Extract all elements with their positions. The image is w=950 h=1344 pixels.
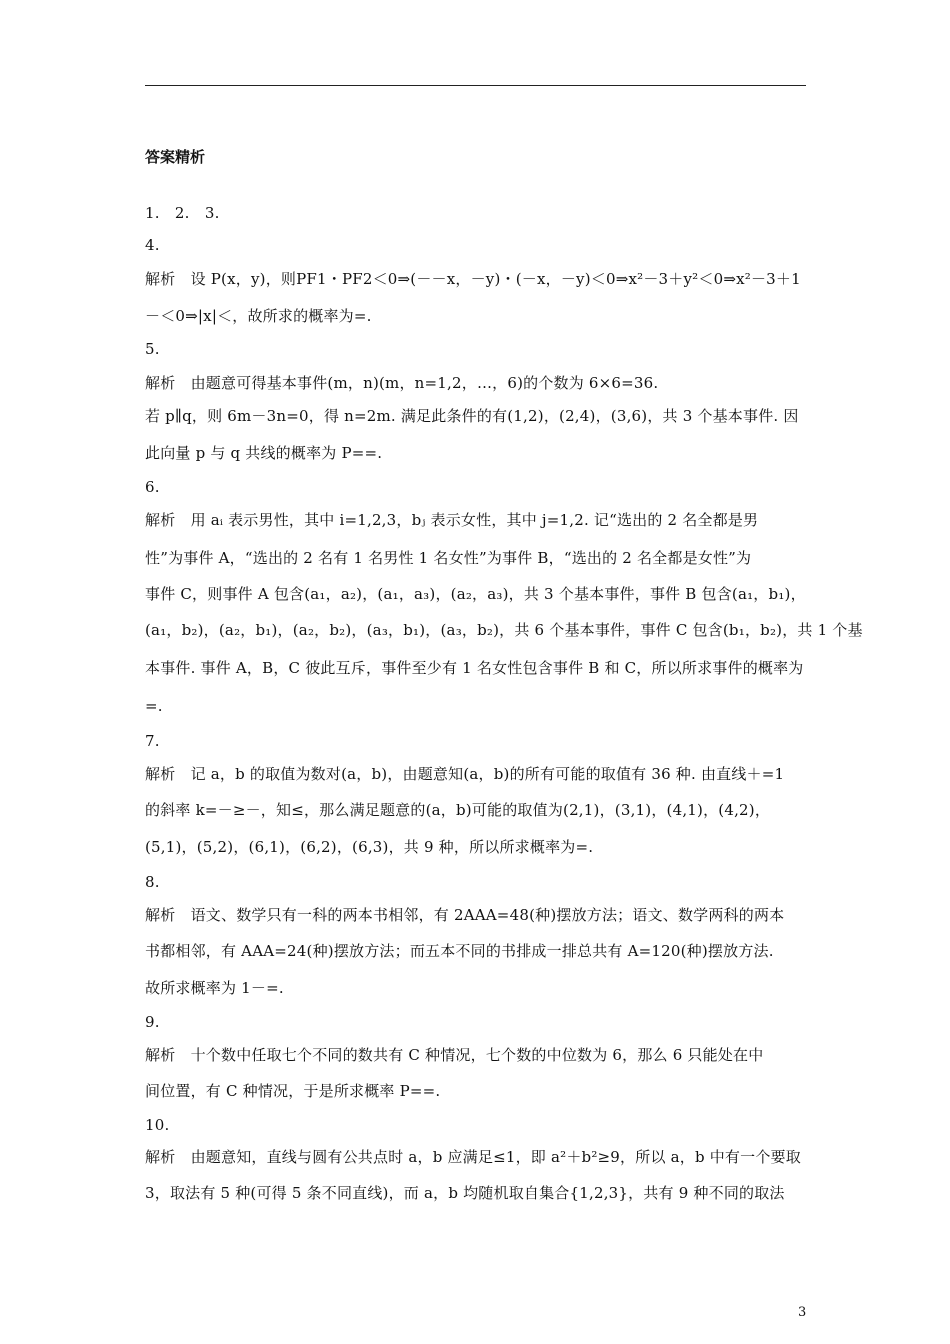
answer-line: 5. xyxy=(145,340,160,358)
answer-line: 解析 设 P(x，y)，则PF1・PF2＜0⇒(－－x，－y)・(－x，－y)＜0⇒x²－3＋y²＜0⇒x²－3＋1 xyxy=(145,270,801,288)
answer-line: －＜0⇒|x|＜，故所求的概率为=. xyxy=(145,307,372,325)
answer-line: 解析 十个数中任取七个不同的数共有 C 种情况，七个数的中位数为 6，那么 6 只能处在中 xyxy=(145,1046,764,1064)
answer-line: 事件 C，则事件 A 包含(a₁，a₂)，(a₁，a₃)，(a₂，a₃)，共 3 个基本事件，事件 B 包含(a₁，b₁)， xyxy=(145,585,806,603)
answer-line: 6. xyxy=(145,478,160,496)
answer-line: 解析 由题意可得基本事件(m，n)(m，n=1,2，…，6)的个数为 6×6=36. xyxy=(145,374,659,392)
header-rule xyxy=(145,85,806,86)
answer-line: 若 p∥q，则 6m－3n=0，得 n=2m. 满足此条件的有(1,2)，(2,4)，(3,6)，共 3 个基本事件. 因 xyxy=(145,407,799,425)
answer-line: 3，取法有 5 种(可得 5 条不同直线)，而 a，b 均随机取自集合{1,2,3}，共有 9 种不同的取法 xyxy=(145,1184,785,1202)
answer-line: 解析 用 aᵢ 表示男性，其中 i=1,2,3，bⱼ 表示女性，其中 j=1,2. 记“选出的 2 名全都是男 xyxy=(145,511,759,529)
answer-line: 1. 2. 3. xyxy=(145,204,220,222)
answer-line: 8. xyxy=(145,873,160,891)
section-heading: 答案精析 xyxy=(145,148,206,166)
answer-line: 解析 语文、数学只有一科的两本书相邻，有 2AAA=48(种)摆放方法；语文、数学两科的两本 xyxy=(145,906,785,924)
answer-line: 书都相邻，有 AAA=24(种)摆放方法；而五本不同的书排成一排总共有 A=120(种)摆放方法. xyxy=(145,942,774,960)
answer-line: 解析 由题意知，直线与圆有公共点时 a，b 应满足≤1，即 a²＋b²≥9，所以 a，b 中有一个要取 xyxy=(145,1148,801,1166)
page-number: 3 xyxy=(798,1305,807,1320)
answer-line: 解析 记 a，b 的取值为数对(a，b)，由题意知(a，b)的所有可能的取值有 36 种. 由直线＋=1 xyxy=(145,765,785,783)
answer-line: 此向量 p 与 q 共线的概率为 P==. xyxy=(145,444,383,462)
answer-line: 7. xyxy=(145,732,160,750)
answer-line: 的斜率 k=－≥－，知≤，那么满足题意的(a，b)可能的取值为(2,1)，(3,1)，(4,1)，(4,2)， xyxy=(145,801,771,819)
answer-line: (a₁，b₂)，(a₂，b₁)，(a₂，b₂)，(a₃，b₁)，(a₃，b₂)，共 6 个基本事件，事件 C 包含(b₁，b₂)，共 1 个基 xyxy=(145,621,863,639)
answer-line: 9. xyxy=(145,1013,160,1031)
answer-line: 间位置，有 C 种情况，于是所求概率 P==. xyxy=(145,1082,441,1100)
answer-line: =. xyxy=(145,697,163,715)
answer-line: 4. xyxy=(145,236,160,254)
answer-line: 故所求概率为 1－=. xyxy=(145,979,284,997)
answer-line: (5,1)，(5,2)，(6,1)，(6,2)，(6,3)，共 9 种，所以所求概率为=. xyxy=(145,838,594,856)
answer-line: 10. xyxy=(145,1116,170,1134)
answer-line: 本事件. 事件 A，B，C 彼此互斥，事件至少有 1 名女性包含事件 B 和 C，所以所求事件的概率为 xyxy=(145,659,804,677)
answer-line: 性”为事件 A，“选出的 2 名有 1 名男性 1 名女性”为事件 B，“选出的 2 名全都是女性”为 xyxy=(145,549,752,567)
